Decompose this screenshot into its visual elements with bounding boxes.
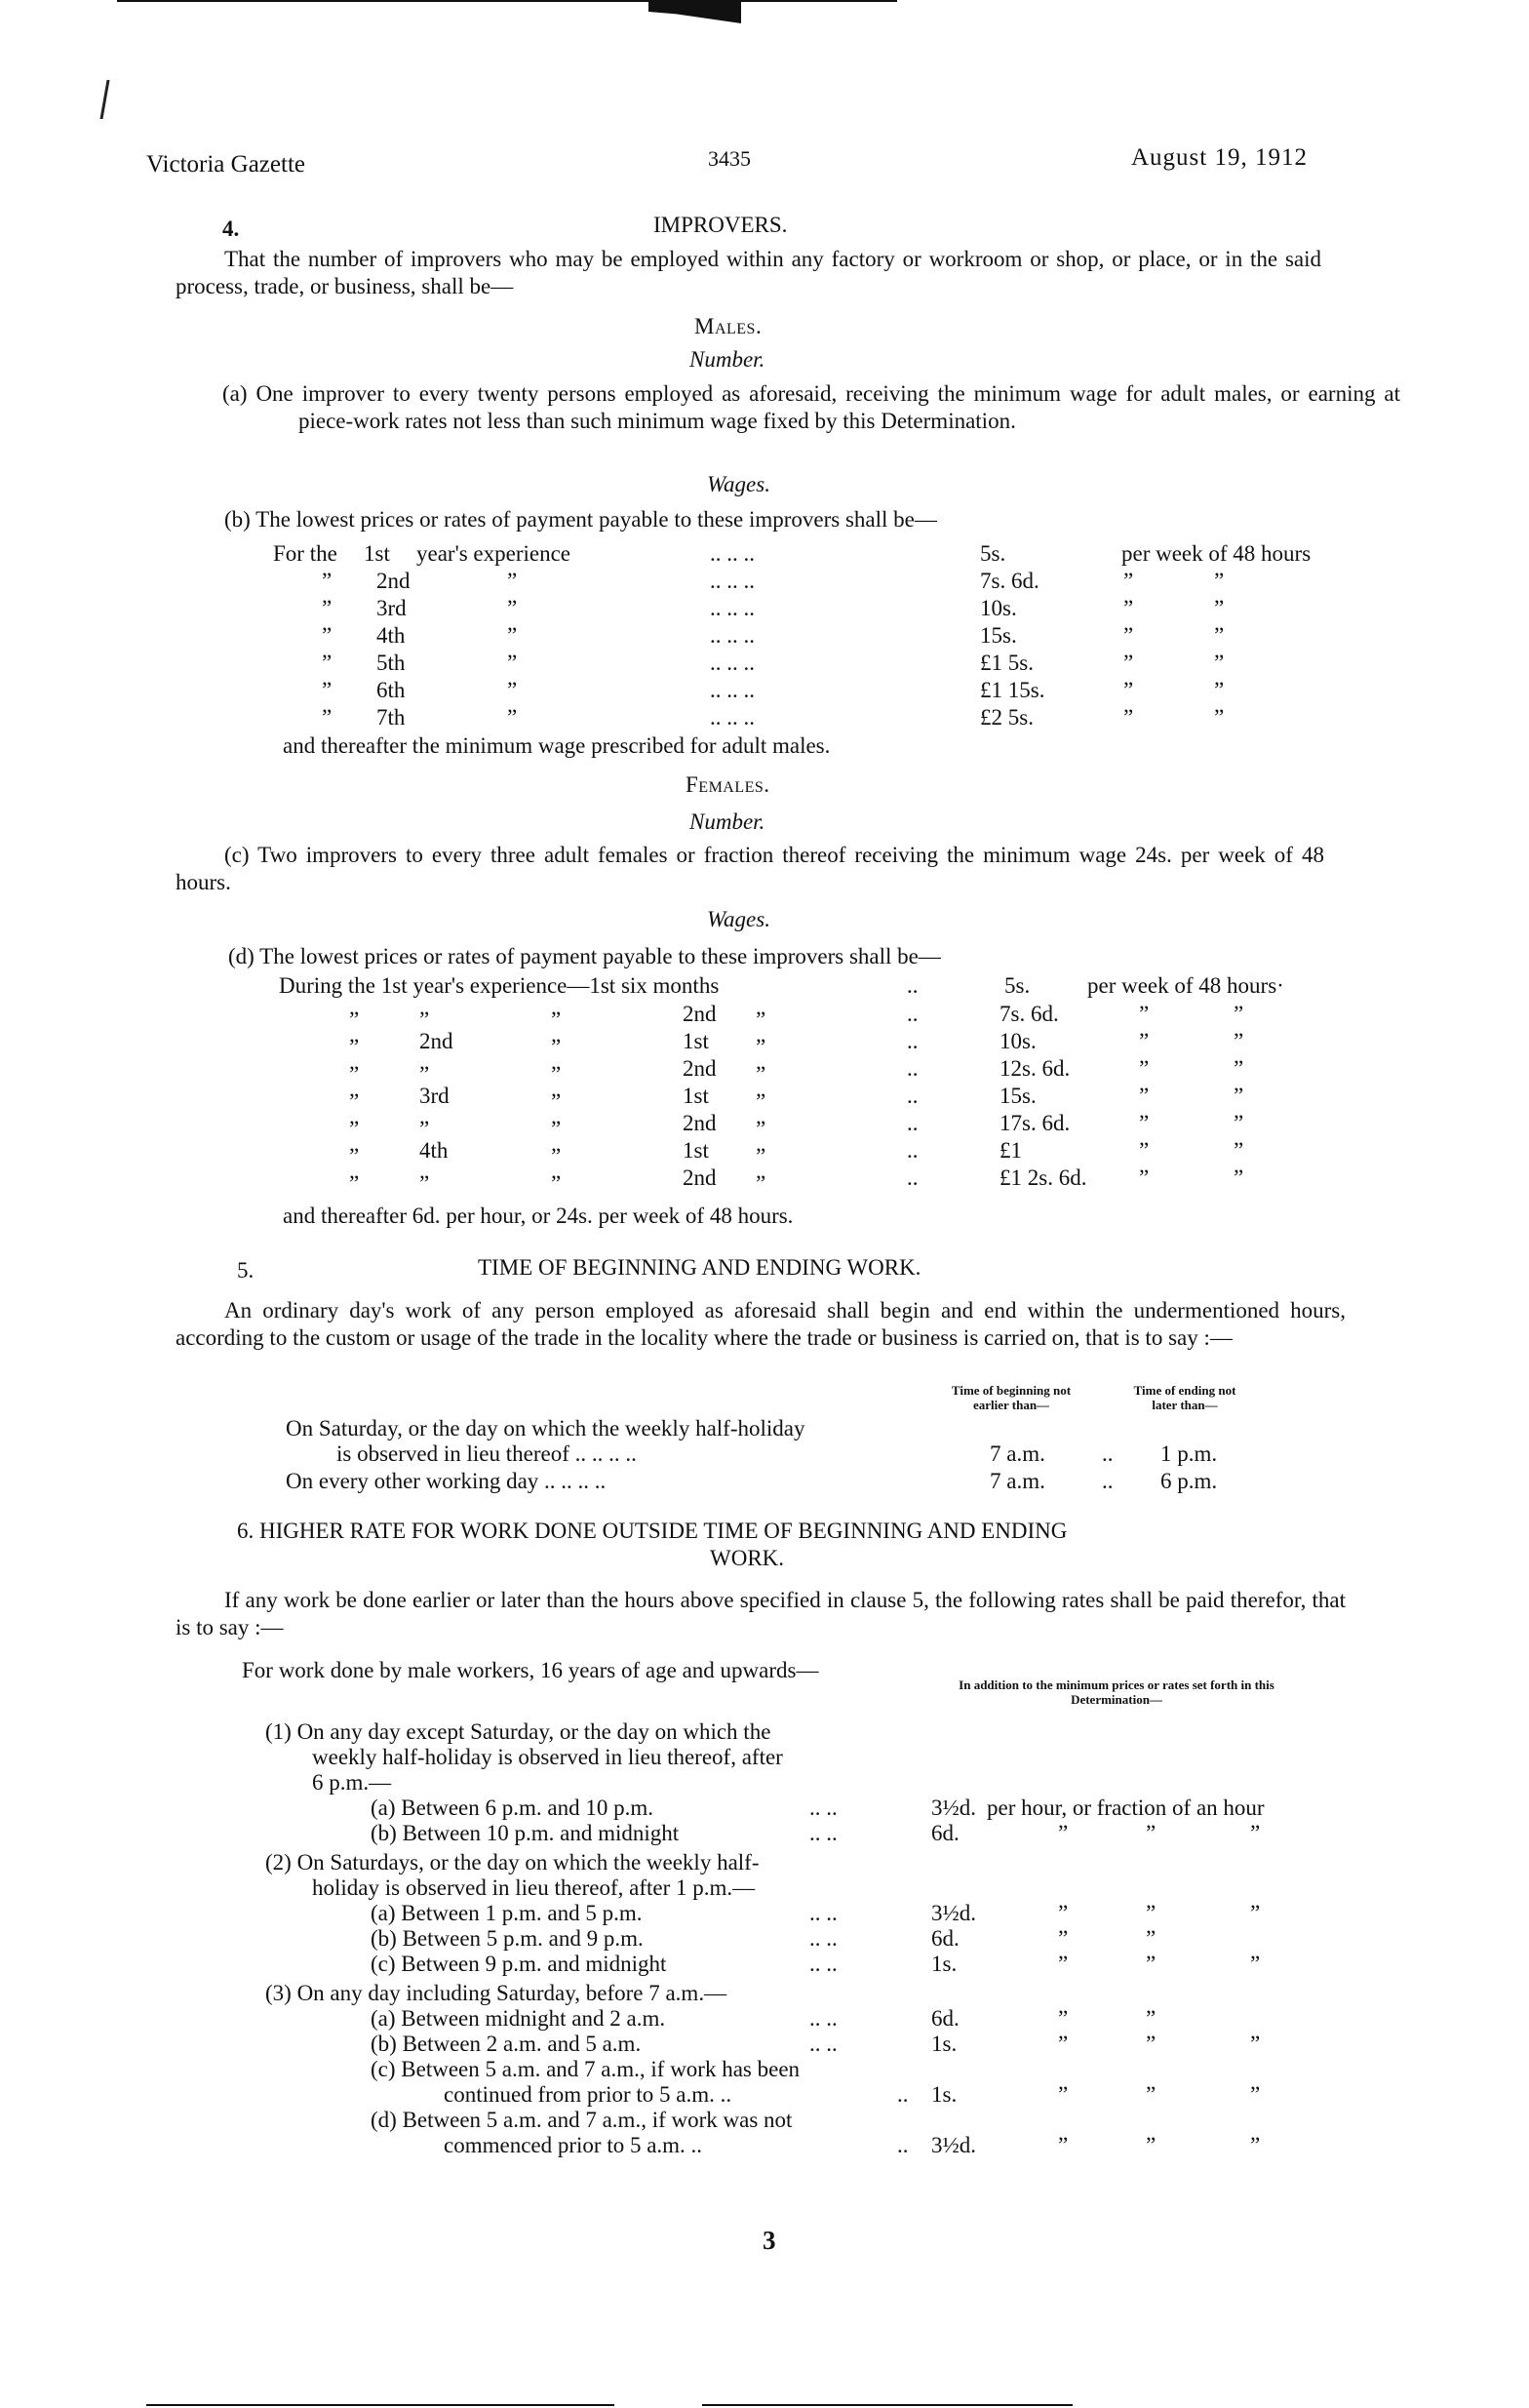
- males-ditto2: ”: [1214, 569, 1225, 593]
- ditto: ”: [1146, 2133, 1157, 2157]
- ditto: ”: [1058, 1926, 1069, 1951]
- females-leader: ..: [907, 1056, 919, 1081]
- males-ditto2: ”: [1214, 623, 1225, 648]
- females-period: 2nd: [683, 1002, 717, 1026]
- females-rate: 7s. 6d.: [1000, 1002, 1059, 1026]
- rate-item-row: [0, 2082, 1529, 2110]
- ditto: ”: [1058, 2006, 1069, 2031]
- females-c2: 3rd: [419, 1084, 450, 1108]
- males-wage-row: [0, 569, 1529, 596]
- females-pd: ”: [756, 1144, 766, 1168]
- males-suffix: year's experience: [416, 541, 571, 566]
- rate: 1s.: [931, 2032, 958, 2056]
- rate-item-row: [0, 1926, 1529, 1954]
- males-year: 7th: [376, 705, 406, 730]
- females-period: 2nd: [683, 1111, 717, 1135]
- males-ditto2: ”: [1214, 596, 1225, 620]
- bottom-scan-rule-left: [146, 2404, 614, 2406]
- leader-dots: .. ..: [809, 1926, 838, 1951]
- females-pd: ”: [756, 1171, 766, 1196]
- females-wage-row: [0, 1165, 1529, 1196]
- males-after: and thereafter the minimum wage prescribed for adult males.: [283, 733, 831, 758]
- females-d1: ”: [1139, 1084, 1150, 1108]
- ditto: ”: [1146, 2006, 1157, 2031]
- clause-b: (b) The lowest prices or rates of payment payable to these improvers shall be—: [224, 507, 937, 532]
- males-suffix: ”: [507, 705, 518, 730]
- rate: 6d.: [931, 1926, 960, 1951]
- males-unit: per week of 48 hours: [1121, 541, 1312, 566]
- males-suffix: ”: [507, 569, 518, 593]
- females-d2: ”: [1234, 1002, 1244, 1026]
- begin-time: 7 a.m.: [990, 1441, 1045, 1466]
- ditto: ”: [1146, 1901, 1157, 1925]
- females-c3: ”: [551, 1117, 562, 1141]
- females-rate: 17s. 6d.: [1000, 1111, 1071, 1135]
- section-4-number: 4.: [222, 217, 240, 241]
- females-c3: ”: [551, 1144, 562, 1168]
- females-first-row-text: During the 1st year's experience—1st six months: [279, 973, 720, 998]
- males-ditto1: ”: [1123, 569, 1134, 593]
- section-4-intro: That the number of improvers who may be employed within any factory or workroom or shop, or place, or in the said process, trade, or business, shall be—: [176, 247, 1321, 298]
- unit: per week of 48 hours·: [1087, 973, 1284, 998]
- rate-item-label: (b) Between 10 p.m. and midnight: [371, 1821, 680, 1845]
- females-wage-row: [0, 1111, 1529, 1141]
- females-c3: ”: [551, 1171, 562, 1196]
- ditto: ”: [1058, 1901, 1069, 1925]
- females-d1: ”: [1139, 1165, 1150, 1190]
- females-d1: ”: [1139, 1002, 1150, 1026]
- ditto: ”: [1058, 1952, 1069, 1976]
- males-suffix: ”: [507, 678, 518, 702]
- rate: 6d.: [931, 1821, 960, 1845]
- top-scan-rule: [117, 0, 897, 2]
- males-wages-heading: Wages.: [707, 472, 770, 496]
- leader-dots: .. ..: [809, 1821, 838, 1845]
- rate-item-row: [0, 1796, 1529, 1823]
- females-rate: 10s.: [1000, 1029, 1037, 1053]
- hours-row: [0, 1441, 1529, 1469]
- males-prefix: ”: [322, 705, 333, 730]
- rate: 6d.: [931, 2006, 960, 2031]
- females-c1: ”: [349, 1007, 360, 1032]
- females-rate: 12s. 6d.: [1000, 1056, 1071, 1081]
- end-time: 1 p.m.: [1160, 1441, 1218, 1466]
- scan-tab-mark: [648, 0, 741, 23]
- males-leader: .. .. ..: [710, 569, 755, 593]
- males-leader: .. .. ..: [710, 541, 755, 566]
- ditto: ”: [1058, 2133, 1069, 2157]
- females-number-heading: Number.: [689, 809, 765, 834]
- females-c3: ”: [551, 1089, 562, 1114]
- males-ditto2: ”: [1214, 678, 1225, 702]
- males-leader: .. .. ..: [710, 678, 755, 702]
- leader-dots: .. ..: [809, 2006, 838, 2031]
- females-d1: ”: [1139, 1111, 1150, 1135]
- females-pd: ”: [756, 1007, 766, 1032]
- males-leader: .. .. ..: [710, 623, 755, 648]
- females-d2: ”: [1234, 1029, 1244, 1053]
- females-wage-row: [0, 1056, 1529, 1084]
- males-prefix: ”: [322, 596, 333, 620]
- rate-item-row: [0, 1821, 1529, 1848]
- females-c2: ”: [419, 1007, 430, 1032]
- rates-col-note: In addition to the minimum prices or rates set forth in this Determination—: [959, 1678, 1274, 1707]
- females-leader: ..: [907, 1002, 919, 1026]
- section-5-number: 5.: [237, 1258, 255, 1283]
- section-6-title-line2: WORK.: [710, 1546, 785, 1570]
- leader-dots: .. ..: [809, 1901, 838, 1925]
- males-rate: £1 5s.: [980, 651, 1034, 675]
- ditto: ”: [1250, 2082, 1261, 2107]
- males-wage-row: [0, 678, 1529, 705]
- leader-dots: .. ..: [809, 1796, 838, 1820]
- rate-group-heading: (1) On any day except Saturday, or the day on which the: [265, 1719, 771, 1744]
- females-rate: £1 2s. 6d.: [1000, 1165, 1087, 1190]
- leader-dots: .. ..: [809, 1952, 838, 1976]
- rate-item-row: [0, 2032, 1529, 2059]
- males-heading: Males.: [694, 314, 763, 338]
- males-wage-row: [0, 623, 1529, 651]
- females-first-row: [0, 973, 1529, 1001]
- ditto: ”: [1146, 1926, 1157, 1951]
- females-wage-row: [0, 1029, 1529, 1059]
- col-header-begin: Time of beginning not earlier than—: [951, 1383, 1072, 1412]
- rate-item-label: (a) Between 1 p.m. and 5 p.m.: [371, 1901, 643, 1925]
- section-4-title: IMPROVERS.: [653, 213, 788, 237]
- females-period: 2nd: [683, 1165, 717, 1190]
- hours-row-label: is observed in lieu thereof .. .. .. ..: [336, 1441, 637, 1466]
- ditto: ”: [1250, 2032, 1261, 2056]
- males-ditto1: ”: [1123, 651, 1134, 675]
- leader-dots: ..: [897, 2133, 909, 2157]
- females-d1: ”: [1139, 1056, 1150, 1081]
- males-rate: £1 15s.: [980, 678, 1045, 702]
- males-leader: .. .. ..: [710, 705, 755, 730]
- rate-item-label: (a) Between 6 p.m. and 10 p.m.: [371, 1796, 653, 1820]
- rate-group-heading: (2) On Saturdays, or the day on which the weekly half-: [265, 1850, 760, 1875]
- males-year: 4th: [376, 623, 406, 648]
- rate-item-label: (c) Between 5 a.m. and 7 a.m., if work has been: [371, 2057, 801, 2081]
- males-suffix: ”: [507, 651, 518, 675]
- males-year: 2nd: [376, 569, 411, 593]
- females-d2: ”: [1234, 1165, 1244, 1190]
- females-c1: ”: [349, 1062, 360, 1086]
- rate-item-row: [0, 2133, 1529, 2160]
- rate-group-heading: weekly half-holiday is observed in lieu thereof, after: [312, 1745, 783, 1769]
- leader-dots: ..: [897, 2082, 909, 2107]
- gazette-date: August 19, 1912: [1131, 144, 1308, 171]
- ditto: ”: [1146, 1821, 1157, 1845]
- males-prefix: ”: [322, 651, 333, 675]
- males-ditto1: ”: [1123, 678, 1134, 702]
- rate: 3½d.: [931, 1901, 976, 1925]
- females-pd: ”: [756, 1089, 766, 1114]
- col-header-end: Time of ending not later than—: [1133, 1383, 1236, 1412]
- females-leader: ..: [907, 1138, 919, 1163]
- rate-item-label: (d) Between 5 a.m. and 7 a.m., if work was not: [371, 2108, 793, 2132]
- margin-mark: [99, 80, 119, 119]
- leader-dots: ..: [907, 973, 919, 998]
- rate-item-label: (b) Between 2 a.m. and 5 a.m.: [371, 2032, 642, 2056]
- males-ditto2: ”: [1214, 651, 1225, 675]
- ditto: ”: [1058, 1821, 1069, 1845]
- males-year: 3rd: [376, 596, 407, 620]
- clause-d: (d) The lowest prices or rates of payment payable to these improvers shall be—: [228, 944, 941, 968]
- females-after: and thereafter 6d. per hour, or 24s. per week of 48 hours.: [283, 1204, 794, 1228]
- rate-group-heading: holiday is observed in lieu thereof, after 1 p.m.—: [312, 1875, 756, 1900]
- females-d2: ”: [1234, 1056, 1244, 1081]
- section-6-intro: If any work be done earlier or later than the hours above specified in clause 5, the following rates shall be paid therefor, that is to say :—: [176, 1588, 1346, 1639]
- females-period: 1st: [683, 1029, 709, 1053]
- females-c2: 2nd: [419, 1029, 453, 1053]
- females-wages-heading: Wages.: [707, 907, 770, 931]
- ditto: ”: [1146, 2082, 1157, 2107]
- rate-item-continuation: commenced prior to 5 a.m. ..: [444, 2133, 703, 2157]
- females-c2: ”: [419, 1117, 430, 1141]
- females-c3: ”: [551, 1035, 562, 1059]
- ditto: ”: [1250, 1901, 1261, 1925]
- females-pd: ”: [756, 1035, 766, 1059]
- females-c1: ”: [349, 1117, 360, 1141]
- females-leader: ..: [907, 1165, 919, 1190]
- rate: 1s.: [931, 1952, 958, 1976]
- females-c3: ”: [551, 1062, 562, 1086]
- rate: 3½d.: [931, 2133, 976, 2157]
- ditto: ”: [1058, 2032, 1069, 2056]
- rate-item-label: (a) Between midnight and 2 a.m.: [371, 2006, 666, 2031]
- males-prefix: ”: [322, 569, 333, 593]
- clause-c: (c) Two improvers to every three adult females or fraction thereof receiving the minimum wage 24s. per week of 48 hours.: [176, 843, 1324, 894]
- males-rate: 10s.: [980, 596, 1017, 620]
- males-prefix: ”: [322, 623, 333, 648]
- females-leader: ..: [907, 1111, 919, 1135]
- rate: 1s.: [931, 2082, 958, 2107]
- ditto: ”: [1250, 2133, 1261, 2157]
- females-period: 2nd: [683, 1056, 717, 1081]
- ditto: ”: [1058, 2082, 1069, 2107]
- females-c1: ”: [349, 1144, 360, 1168]
- rate: 3½d.: [931, 1796, 976, 1820]
- rate-item-row: [0, 1952, 1529, 1979]
- females-period: 1st: [683, 1138, 709, 1163]
- females-d2: ”: [1234, 1138, 1244, 1163]
- males-year: 5th: [376, 651, 406, 675]
- rate-group-heading: (3) On any day including Saturday, before 7 a.m.—: [265, 1981, 727, 2005]
- gazette-page-number: 3435: [708, 146, 751, 171]
- males-rate: 5s.: [980, 541, 1006, 566]
- rate: 5s.: [1004, 973, 1031, 998]
- males-year: 6th: [376, 678, 406, 702]
- females-c2: ”: [419, 1171, 430, 1196]
- females-rate: £1: [1000, 1138, 1022, 1163]
- ditto: ”: [1250, 1821, 1261, 1845]
- females-c3: ”: [551, 1007, 562, 1032]
- females-d1: ”: [1139, 1029, 1150, 1053]
- females-wage-row: [0, 1084, 1529, 1114]
- males-ditto1: ”: [1123, 596, 1134, 620]
- ditto: ”: [1250, 1952, 1261, 1976]
- begin-time: 7 a.m.: [990, 1469, 1045, 1493]
- females-heading: Females.: [686, 772, 770, 797]
- females-d1: ”: [1139, 1138, 1150, 1163]
- rate-item-label: (b) Between 5 p.m. and 9 p.m.: [371, 1926, 644, 1951]
- rate-item-continuation: continued from prior to 5 a.m. ..: [444, 2082, 732, 2107]
- males-wage-row: [0, 596, 1529, 623]
- hours-row-label-line1: On Saturday, or the day on which the weekly half-holiday: [286, 1416, 805, 1441]
- time-sep: ..: [1102, 1469, 1114, 1493]
- males-leader: .. .. ..: [710, 651, 755, 675]
- males-rate: 15s.: [980, 623, 1017, 648]
- males-prefix: ”: [322, 678, 333, 702]
- clause-a: (a) One improver to every twenty persons employed as aforesaid, receiving the minimum wage for adult males, or earning at piece-work rates not less than such minimum wage fixed by this Determination.: [222, 381, 1400, 433]
- bottom-scan-rule-right: [702, 2404, 1073, 2406]
- females-d2: ”: [1234, 1111, 1244, 1135]
- end-time: 6 p.m.: [1160, 1469, 1218, 1493]
- hours-row-label: On every other working day .. .. .. ..: [286, 1469, 607, 1493]
- females-period: 1st: [683, 1084, 709, 1108]
- males-wage-row: [0, 541, 1529, 569]
- females-rate: 15s.: [1000, 1084, 1037, 1108]
- males-ditto1: ”: [1123, 705, 1134, 730]
- females-d2: ”: [1234, 1084, 1244, 1108]
- males-number-heading: Number.: [689, 347, 765, 372]
- rate-group-heading: 6 p.m.—: [312, 1770, 392, 1795]
- females-leader: ..: [907, 1084, 919, 1108]
- females-c1: ”: [349, 1089, 360, 1114]
- males-suffix: ”: [507, 623, 518, 648]
- males-wage-row: [0, 705, 1529, 732]
- ditto: ”: [1146, 2032, 1157, 2056]
- females-wage-row: [0, 1138, 1529, 1168]
- hours-row: [0, 1469, 1529, 1496]
- rate-unit: per hour, or fraction of an hour: [987, 1796, 1265, 1820]
- males-wage-row: [0, 651, 1529, 678]
- section-5-title: TIME OF BEGINNING AND ENDING WORK.: [478, 1255, 921, 1280]
- males-year: 1st: [364, 541, 390, 566]
- ditto: ”: [1146, 1952, 1157, 1976]
- females-c1: ”: [349, 1171, 360, 1196]
- leader-dots: .. ..: [809, 2032, 838, 2056]
- females-c1: ”: [349, 1035, 360, 1059]
- females-c2: 4th: [419, 1138, 449, 1163]
- males-ditto2: ”: [1214, 705, 1225, 730]
- males-suffix: ”: [507, 596, 518, 620]
- section-6-title-line1: 6. HIGHER RATE FOR WORK DONE OUTSIDE TIME OF BEGINNING AND ENDING: [237, 1519, 1068, 1543]
- male-workers-line: For work done by male workers, 16 years of age and upwards—: [242, 1658, 819, 1682]
- time-sep: ..: [1102, 1441, 1114, 1466]
- males-leader: .. .. ..: [710, 596, 755, 620]
- females-pd: ”: [756, 1062, 766, 1086]
- males-ditto1: ”: [1123, 623, 1134, 648]
- males-rate: 7s. 6d.: [980, 569, 1039, 593]
- females-pd: ”: [756, 1117, 766, 1141]
- females-leader: ..: [907, 1029, 919, 1053]
- rate-item-row: [0, 2006, 1529, 2033]
- rate-item-label: (c) Between 9 p.m. and midnight: [371, 1952, 667, 1976]
- males-prefix: For the: [273, 541, 337, 566]
- section-5-intro: An ordinary day's work of any person employed as aforesaid shall begin and end within the undermentioned hours, according to the custom or usage of the trade in the locality where the trade or business is carried on, that is to say :—: [176, 1298, 1346, 1350]
- footer-page-number: 3: [763, 2226, 776, 2255]
- females-wage-row: [0, 1002, 1529, 1032]
- rate-item-row: [0, 1901, 1529, 1928]
- females-c2: ”: [419, 1062, 430, 1086]
- gazette-title: Victoria Gazette: [146, 151, 305, 178]
- males-rate: £2 5s.: [980, 705, 1034, 730]
